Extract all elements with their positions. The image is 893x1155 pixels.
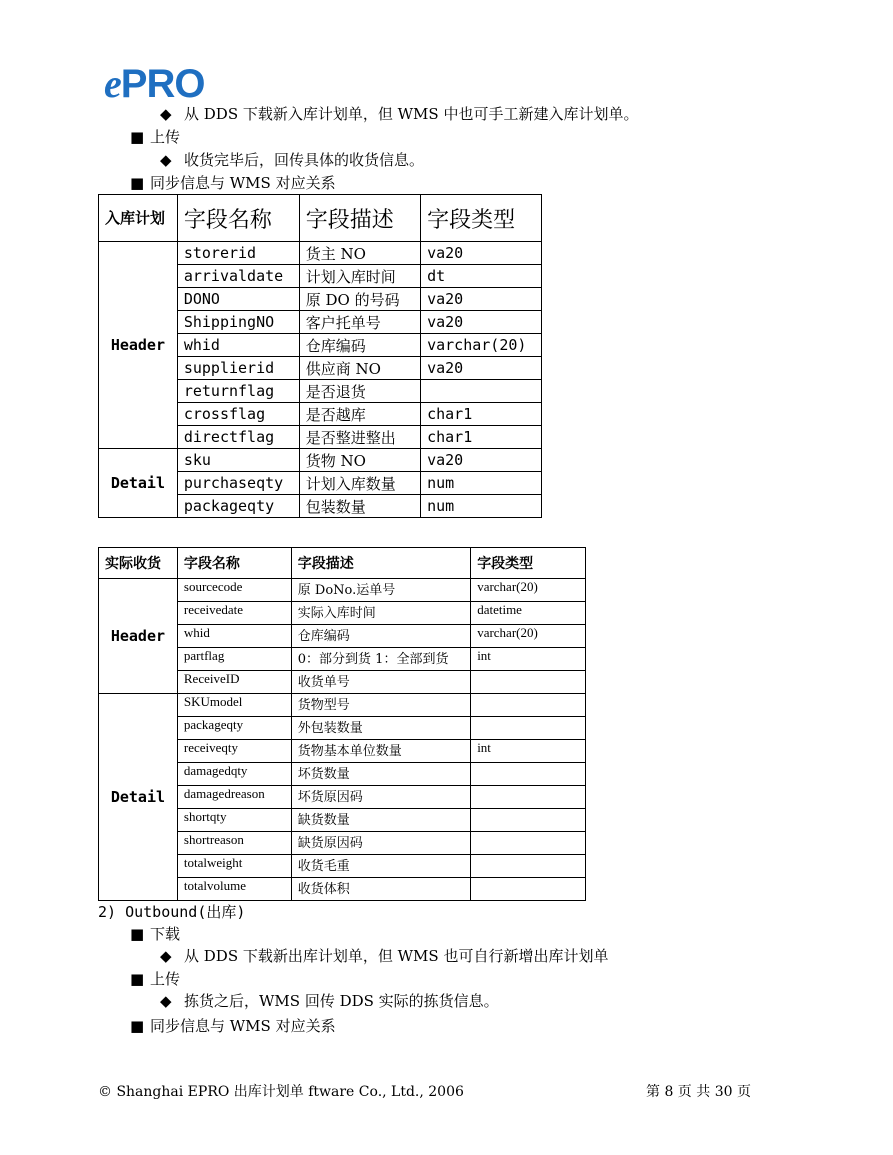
list-item: ◆ 拣货之后，WMS 回传 DDS 实际的拣货信息。	[160, 992, 499, 1010]
list-item: ■ 上传	[130, 970, 181, 988]
field-name: returnflag	[177, 380, 299, 403]
field-type	[471, 878, 586, 901]
field-desc: 客户托单号	[299, 311, 420, 334]
list-item: ◆ 收货完毕后，回传具体的收货信息。	[160, 151, 425, 169]
field-desc: 包装数量	[299, 495, 420, 518]
field-name: crossflag	[177, 403, 299, 426]
column-header: 字段类型	[471, 548, 586, 579]
field-name: whid	[177, 334, 299, 357]
field-desc: 原 DoNo.运单号	[291, 579, 470, 602]
field-type: num	[421, 472, 542, 495]
field-type: datetime	[471, 602, 586, 625]
field-name: ReceiveID	[177, 671, 291, 694]
field-desc: 缺货原因码	[291, 832, 470, 855]
field-desc: 货物型号	[291, 694, 470, 717]
field-desc: 收货单号	[291, 671, 470, 694]
field-type	[471, 855, 586, 878]
field-type	[471, 763, 586, 786]
table-header-row	[99, 195, 542, 242]
field-desc: 原 DO 的号码	[299, 288, 420, 311]
field-type: va20	[421, 288, 542, 311]
list-item: ◆ 从 DDS 下载新出库计划单，但 WMS 也可自行新增出库计划单	[160, 947, 609, 965]
field-type: char1	[421, 403, 542, 426]
list-item: ■ 同步信息与 WMS 对应关系	[130, 1017, 336, 1035]
field-type	[421, 380, 542, 403]
field-desc: 供应商 NO	[299, 357, 420, 380]
field-name: shortreason	[177, 832, 291, 855]
field-desc: 0：部分到货 1：全部到货	[291, 648, 470, 671]
field-desc: 计划入库时间	[299, 265, 420, 288]
footer-page-number: 第 8 页 共 30 页	[646, 1084, 751, 1100]
field-type	[471, 694, 586, 717]
field-desc: 是否退货	[299, 380, 420, 403]
field-name: receivedate	[177, 602, 291, 625]
field-name: packageqty	[177, 717, 291, 740]
field-desc: 实际入库时间	[291, 602, 470, 625]
table-row	[99, 579, 586, 602]
list-item: ■ 同步信息与 WMS 对应关系	[130, 174, 336, 192]
table-row	[99, 694, 586, 717]
field-name: totalvolume	[177, 878, 291, 901]
field-type	[471, 832, 586, 855]
field-name: packageqty	[177, 495, 299, 518]
column-header: 实际收货	[99, 548, 178, 579]
field-type	[471, 809, 586, 832]
field-type: int	[471, 648, 586, 671]
field-desc: 缺货数量	[291, 809, 470, 832]
field-type: va20	[421, 449, 542, 472]
field-type	[471, 717, 586, 740]
group-label: Header	[99, 242, 178, 449]
field-name: storerid	[177, 242, 299, 265]
field-desc: 坏货数量	[291, 763, 470, 786]
field-desc: 货物基本单位数量	[291, 740, 470, 763]
field-name: SKUmodel	[177, 694, 291, 717]
field-type: va20	[421, 311, 542, 334]
field-name: directflag	[177, 426, 299, 449]
field-type: varchar(20)	[421, 334, 542, 357]
field-name: shortqty	[177, 809, 291, 832]
group-label: Detail	[99, 449, 178, 518]
column-header: 入库计划	[99, 195, 178, 242]
field-type	[471, 671, 586, 694]
field-name: purchaseqty	[177, 472, 299, 495]
table-row	[99, 242, 542, 265]
field-desc: 货主 NO	[299, 242, 420, 265]
footer-copyright: © Shanghai EPRO 出库计划单 ftware Co., Ltd., 2006	[98, 1084, 464, 1100]
column-header: 字段类型	[421, 195, 542, 242]
field-name: arrivaldate	[177, 265, 299, 288]
column-header: 字段描述	[291, 548, 470, 579]
field-name: sourcecode	[177, 579, 291, 602]
field-type: num	[421, 495, 542, 518]
list-item: ◆ 从 DDS 下载新入库计划单，但 WMS 中也可手工新建入库计划单。	[160, 105, 639, 123]
column-header: 字段描述	[299, 195, 420, 242]
column-header: 字段名称	[177, 195, 299, 242]
field-name: ShippingNO	[177, 311, 299, 334]
field-name: whid	[177, 625, 291, 648]
field-type: int	[471, 740, 586, 763]
field-desc: 仓库编码	[299, 334, 420, 357]
group-label: Header	[99, 579, 178, 694]
list-item: ■ 上传	[130, 128, 181, 146]
column-header: 字段名称	[177, 548, 291, 579]
field-desc: 是否越库	[299, 403, 420, 426]
field-name: DONO	[177, 288, 299, 311]
field-name: partflag	[177, 648, 291, 671]
field-desc: 仓库编码	[291, 625, 470, 648]
inbound-plan-table	[98, 194, 542, 518]
actual-receipt-table	[98, 547, 586, 901]
field-type: va20	[421, 357, 542, 380]
field-type: dt	[421, 265, 542, 288]
field-desc: 收货毛重	[291, 855, 470, 878]
field-name: receiveqty	[177, 740, 291, 763]
field-desc: 外包装数量	[291, 717, 470, 740]
field-type: varchar(20)	[471, 579, 586, 602]
section-heading: 2) Outbound(出库)	[98, 903, 246, 921]
field-name: damagedreason	[177, 786, 291, 809]
field-type: va20	[421, 242, 542, 265]
field-type	[471, 786, 586, 809]
table-header-row	[99, 548, 586, 579]
field-desc: 是否整进整出	[299, 426, 420, 449]
epro-logo: ePRO	[104, 61, 205, 106]
field-name: sku	[177, 449, 299, 472]
field-type: char1	[421, 426, 542, 449]
field-desc: 货物 NO	[299, 449, 420, 472]
field-type: varchar(20)	[471, 625, 586, 648]
group-label: Detail	[99, 694, 178, 901]
field-name: supplierid	[177, 357, 299, 380]
field-desc: 计划入库数量	[299, 472, 420, 495]
table-row	[99, 449, 542, 472]
list-item: ■ 下载	[130, 925, 181, 943]
field-desc: 收货体积	[291, 878, 470, 901]
field-desc: 坏货原因码	[291, 786, 470, 809]
field-name: totalweight	[177, 855, 291, 878]
field-name: damagedqty	[177, 763, 291, 786]
